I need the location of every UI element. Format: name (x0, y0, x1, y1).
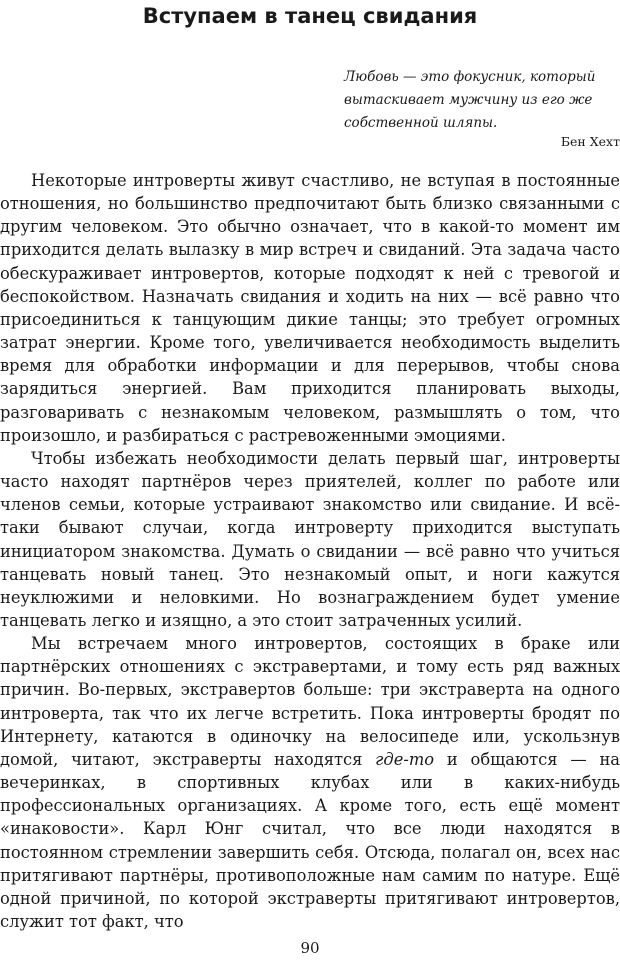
paragraph-3-part-1: Мы встречаем много интровертов, состоящих в браке или партнёрских отношениях с экстравертами, и тому есть ряд важных причин. Во-первых, экстравертов больше: три экстраверта на одного интроверта, так что их легче встретить. Пока интроверты бродят по Интернету, катаются в одиночку на велосипеде или, ускользнув домой, читают, экстраверты находятся (0, 634, 620, 769)
paragraph-2: Чтобы избежать необходимости делать первый шаг, интроверты часто находят партнёров через приятелей, коллег по работе или членов семьи, которые устраивают знакомство или свидание. И всё-таки бывают случаи, когда интроверту приходится выступать инициатором знакомства. Думать о свидании — всё равно что учиться танцевать новый танец. Это незнакомый опыт, и ноги кажутся неуклюжими и неловкими. Но вознаграждением будет умение танцевать легко и изящно, а это стоит затраченных усилий. (0, 448, 620, 630)
epigraph-author: Бен Хехт (560, 134, 620, 149)
page-number: 90 (300, 939, 320, 957)
body-text (0, 169, 620, 933)
paragraph-1: Некоторые интроверты живут счастливо, не вступая в постоянные отношения, но большинство предпочитают быть близко связанными с другим человеком. Это обычно означает, что в какой-то момент им приходится делать вылазку в мир встреч и свиданий. Эта задача часто обескураживает интровертов, которые подходят к ней с тревогой и беспокойством. Назначать свидания и ходить на них — всё равно что присоединиться к танцующим дикие танцы; это требует огромных затрат энергии. Кроме того, увеличивается необходимость выделить время для обработки информации и для перерывов, чтобы снова зарядиться энергией. Вам приходится планировать выходы, разговаривать с незнакомым человеком, размышлять о том, что произошло, и разбираться с растревоженными эмоциями. (0, 171, 620, 445)
epigraph-quote: Любовь — это фокусник, который вытаскивает мужчину из его же собственной шляпы. (344, 69, 596, 131)
paragraph-3-part-2: и общаются — на вечеринках, в спортивных клубах или в каких-нибудь профессиональных организациях. А кроме того, есть ещё момент «инаковости». Карл Юнг считал, что все люди находятся в постоянном стремлении завершить себя. Отсюда, полагал он, всех нас притягивают партнёры, противоположные нам самим по натуре. Ещё одной причиной, по которой экстраверты притягивают интровертов, служит тот факт, что (0, 749, 620, 931)
chapter-title: Вступаем в танец свидания (142, 4, 478, 28)
paragraph-3-emphasis: где-то (375, 749, 435, 769)
paragraph-3 (0, 632, 620, 933)
